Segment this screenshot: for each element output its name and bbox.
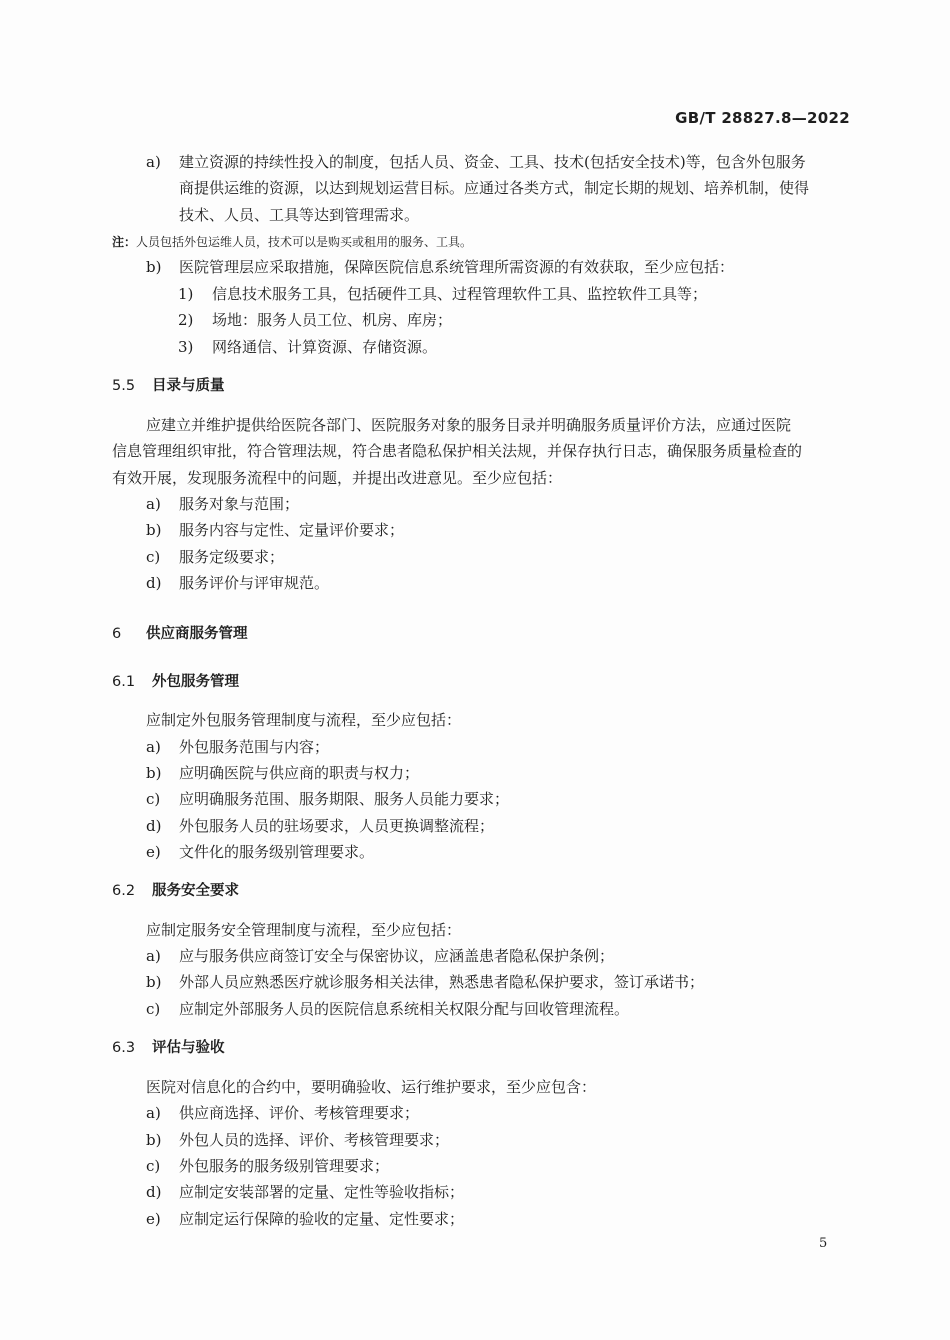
paragraph-line: 建立资源的持续性投入的制度，包括人员、资金、工具、技术(包括安全技术)等，包含外包服务 — [179, 153, 806, 171]
sub-list-item-text: 场地：服务人员工位、机房、库房； — [212, 311, 453, 329]
list-marker: b) — [146, 521, 162, 539]
paragraph-line: 信息管理组织审批，符合管理法规，符合患者隐私保护相关法规，并保存执行日志，确保服务质量检查的 — [112, 442, 803, 460]
page-number: 5 — [819, 1236, 828, 1251]
paragraph-line: 应制定外包服务管理制度与流程，至少应包括： — [146, 711, 462, 729]
paragraph-line: 应制定服务安全管理制度与流程，至少应包括： — [146, 921, 462, 939]
list-item-text: 应明确医院与供应商的职责与权力； — [179, 764, 420, 782]
list-marker: b) — [146, 258, 162, 276]
section-heading-5-5 — [112, 376, 225, 396]
sub-list-marker: 3) — [178, 338, 194, 356]
list-item-text: 外包服务人员的驻场要求，人员更换调整流程； — [179, 817, 495, 835]
list-item-text: 服务定级要求； — [179, 548, 285, 566]
paragraph-line: 技术、人员、工具等达到管理需求。 — [179, 206, 420, 224]
list-marker: b) — [146, 1131, 162, 1149]
list-item-text: 应制定安装部署的定量、定性等验收指标； — [179, 1183, 465, 1201]
list-item-text: 供应商选择、评价、考核管理要求； — [179, 1104, 420, 1122]
list-marker: d) — [146, 817, 162, 835]
note-label: 注： — [112, 235, 137, 249]
sub-list-marker: 2) — [178, 311, 194, 329]
standard-code-header: GB/T 28827.8—2022 — [675, 109, 850, 127]
paragraph-line: 商提供运维的资源，以达到规划运营目标。应通过各类方式，制定长期的规划、培养机制，使得 — [179, 179, 810, 197]
list-item-text: 外包人员的选择、评价、考核管理要求； — [179, 1131, 450, 1149]
list-item-text: 医院管理层应采取措施，保障医院信息系统管理所需资源的有效获取，至少应包括： — [179, 258, 735, 276]
section-heading-6-2 — [112, 881, 239, 901]
list-marker: a) — [146, 947, 161, 965]
list-item-text: 应与服务供应商签订安全与保密协议，应涵盖患者隐私保护条例； — [179, 947, 615, 965]
section-title: 外包服务管理 — [152, 674, 239, 690]
list-item-text: 文件化的服务级别管理要求。 — [179, 843, 375, 861]
list-marker: a) — [146, 738, 161, 756]
list-marker: a) — [146, 495, 161, 513]
list-marker: e) — [146, 843, 161, 861]
list-marker: c) — [146, 790, 161, 808]
sub-list-marker: 1) — [178, 285, 194, 303]
section-title: 服务安全要求 — [152, 883, 239, 899]
list-item-text: 外包服务范围与内容； — [179, 738, 330, 756]
section-number: 6.3 — [112, 1040, 136, 1056]
list-marker: b) — [146, 973, 162, 991]
list-marker: e) — [146, 1210, 161, 1228]
note — [112, 234, 472, 250]
section-heading-6-3 — [112, 1038, 225, 1058]
list-marker: c) — [146, 548, 161, 566]
section-title: 供应商服务管理 — [146, 626, 248, 642]
paragraph-line: 应建立并维护提供给医院各部门、医院服务对象的服务目录并明确服务质量评价方法，应通过医院 — [146, 416, 792, 434]
list-item-text: 服务评价与评审规范。 — [179, 574, 330, 592]
list-item-text: 外包服务的服务级别管理要求； — [179, 1157, 390, 1175]
section-heading-6-1 — [112, 672, 239, 692]
paragraph-line: 医院对信息化的合约中，要明确验收、运行维护要求，至少应包含： — [146, 1078, 597, 1096]
section-number: 6.1 — [112, 674, 136, 690]
list-marker: a) — [146, 153, 161, 171]
section-number: 6 — [112, 626, 122, 642]
sub-list-item-text: 信息技术服务工具，包括硬件工具、过程管理软件工具、监控软件工具等； — [212, 285, 708, 303]
section-number: 6.2 — [112, 883, 136, 899]
list-marker: c) — [146, 1157, 161, 1175]
section-title: 评估与验收 — [152, 1040, 225, 1056]
list-item-text: 应明确服务范围、服务期限、服务人员能力要求； — [179, 790, 510, 808]
list-item-text: 外部人员应熟悉医疗就诊服务相关法律，熟悉患者隐私保护要求，签订承诺书； — [179, 973, 705, 991]
list-marker: a) — [146, 1104, 161, 1122]
list-marker: c) — [146, 1000, 161, 1018]
section-number: 5.5 — [112, 378, 136, 394]
section-heading-6 — [112, 624, 248, 644]
list-item-text: 应制定运行保障的验收的定量、定性要求； — [179, 1210, 465, 1228]
sub-list-item-text: 网络通信、计算资源、存储资源。 — [212, 338, 438, 356]
list-marker: d) — [146, 574, 162, 592]
paragraph-line: 有效开展，发现服务流程中的问题，并提出改进意见。至少应包括： — [112, 469, 563, 487]
note-text: 人员包括外包运维人员，技术可以是购买或租用的服务、工具。 — [136, 235, 473, 249]
list-item-text: 服务对象与范围； — [179, 495, 300, 513]
list-item-text: 服务内容与定性、定量评价要求； — [179, 521, 405, 539]
list-item-text: 应制定外部服务人员的医院信息系统相关权限分配与回收管理流程。 — [179, 1000, 630, 1018]
list-marker: b) — [146, 764, 162, 782]
list-marker: d) — [146, 1183, 162, 1201]
section-title: 目录与质量 — [152, 378, 225, 394]
